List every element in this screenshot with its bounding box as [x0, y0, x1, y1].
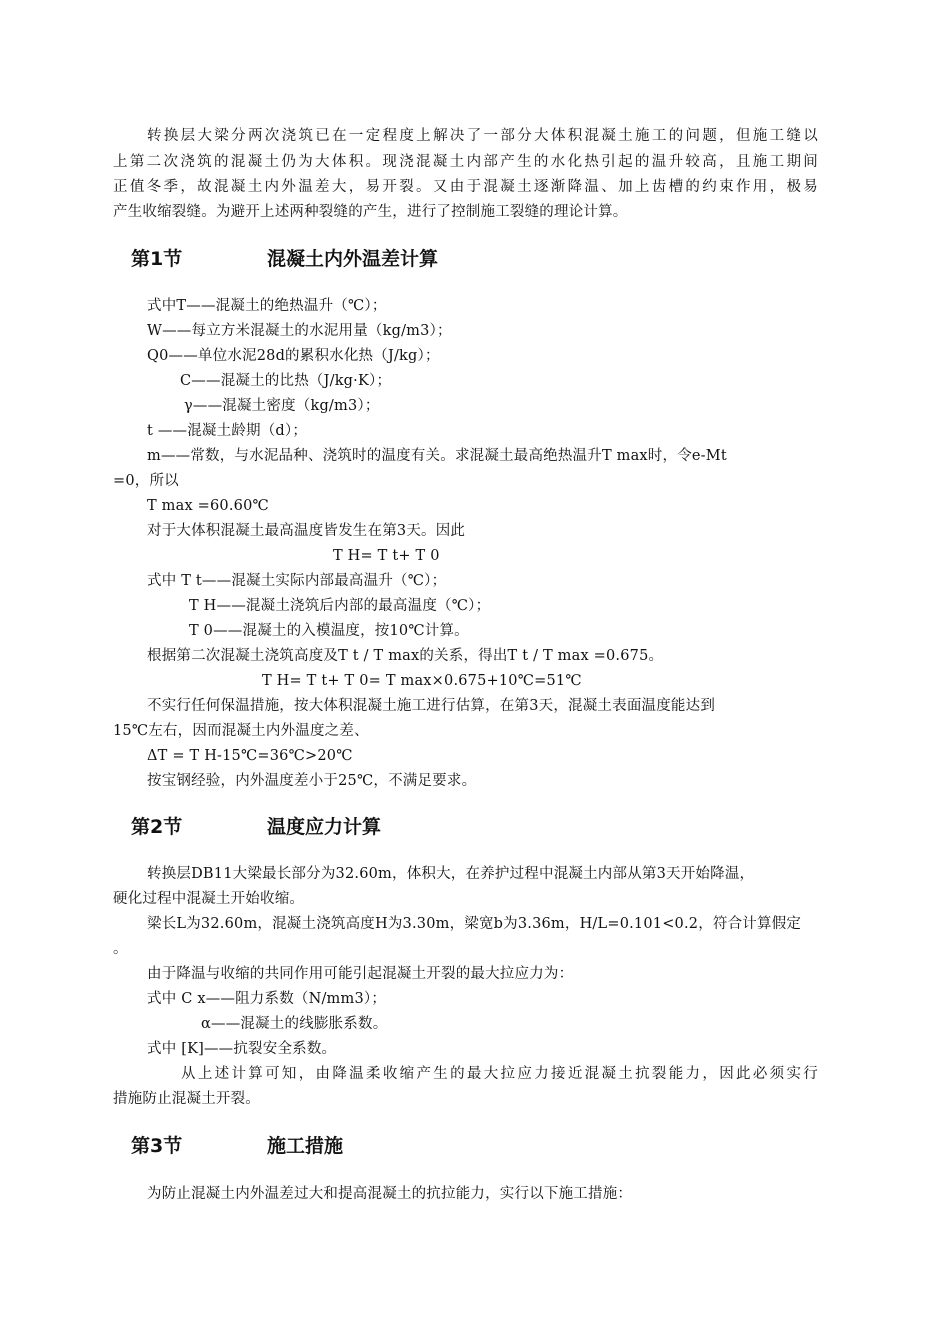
- text-line: 式中 T t——混凝土实际内部最高温升（℃）；: [147, 573, 447, 589]
- text-line: t ——混凝土龄期（d）；: [147, 423, 308, 439]
- text-line: 不实行任何保温措施，按大体积混凝土施工进行估算，在第3天，混凝土表面温度能达到: [147, 698, 716, 714]
- text-line: T H——混凝土浇筑后内部的最高温度（℃）；: [189, 598, 491, 614]
- formula-line: T H= T t+ T 0: [333, 548, 440, 564]
- text-line: 根据第二次混凝土浇筑高度及T t / T max的关系，得出T t / T max =0.675。: [147, 648, 664, 664]
- section-1-number: 第1节: [131, 248, 183, 270]
- formula-line: ΔT = T H-15℃=36℃>20℃: [147, 748, 353, 764]
- text-line: 转换层DB11大梁最长部分为32.60m，体积大，在养护过程中混凝土内部从第3天开始降温，: [147, 866, 755, 882]
- intro-line-3: 正值冬季，故混凝土内外温差大，易开裂。又由于混凝土逐渐降温、加上齿槽的约束作用，极易: [113, 179, 818, 195]
- section-3-title: 施工措施: [267, 1135, 344, 1157]
- text-line: 从上述计算可知，由降温柔收缩产生的最大拉应力接近混凝土抗裂能力，因此必须实行: [181, 1066, 818, 1082]
- text-line: 措施防止混凝土开裂。: [113, 1091, 260, 1107]
- text-line: 按宝钢经验，内外温度差小于25℃，不满足要求。: [147, 773, 477, 789]
- text-line: 硬化过程中混凝土开始收缩。: [113, 891, 305, 907]
- text-line: α——混凝土的线膨胀系数。: [201, 1016, 388, 1032]
- text-line: 式中T——混凝土的绝热温升（℃）；: [147, 298, 387, 314]
- section-3-number: 第3节: [131, 1135, 183, 1157]
- text-line: 梁长L为32.60m，混凝土浇筑高度H为3.30m，梁宽b为3.36m，H/L=0.101<0.2，符合计算假定: [147, 916, 802, 932]
- intro-line-4: 产生收缩裂缝。为避开上述两种裂缝的产生，进行了控制施工裂缝的理论计算。: [113, 204, 628, 220]
- text-line: 由于降温与收缩的共同作用可能引起混凝土开裂的最大拉应力为：: [147, 966, 574, 982]
- text-line: =0，所以: [113, 473, 179, 489]
- text-line: W——每立方米混凝土的水泥用量（kg/m3）；: [147, 323, 452, 339]
- section-2-title: 温度应力计算: [267, 816, 382, 838]
- text-line: T 0——混凝土的入模温度，按10℃计算。: [189, 623, 469, 639]
- text-line: m——常数，与水泥品种、浇筑时的温度有关。求混凝土最高绝热温升T max时，令e-Mt: [147, 448, 727, 464]
- intro-line-2: 上第二次浇筑的混凝土仍为大体积。现浇混凝土内部产生的水化热引起的温升较高，且施工期间: [113, 154, 818, 170]
- text-line: 对于大体积混凝土最高温度皆发生在第3天。因此: [147, 523, 466, 539]
- intro-line-1: 转换层大梁分两次浇筑已在一定程度上解决了一部分大体积混凝土施工的问题，但施工缝以: [147, 128, 818, 144]
- section-1-title: 混凝土内外温差计算: [267, 248, 439, 270]
- text-line: Q0——单位水泥28d的累积水化热（J/kg）；: [147, 348, 440, 364]
- text-line: 为防止混凝土内外温差过大和提高混凝土的抗拉能力，实行以下施工措施：: [147, 1186, 633, 1202]
- text-line: 式中 C x——阻力系数（N/mm3）；: [147, 991, 387, 1007]
- text-line: 式中 [K]——抗裂安全系数。: [147, 1041, 337, 1057]
- text-line: C——混凝土的比热（J/kg·K）；: [180, 373, 392, 389]
- section-2-number: 第2节: [131, 816, 183, 838]
- formula-line: T H= T t+ T 0= T max×0.675+10℃=51℃: [262, 673, 582, 689]
- text-line: γ——混凝土密度（kg/m3）；: [184, 398, 380, 414]
- text-line: 。: [113, 941, 128, 957]
- formula-line: T max =60.60℃: [147, 498, 269, 514]
- text-line: 15℃左右，因而混凝土内外温度之差、: [113, 723, 369, 739]
